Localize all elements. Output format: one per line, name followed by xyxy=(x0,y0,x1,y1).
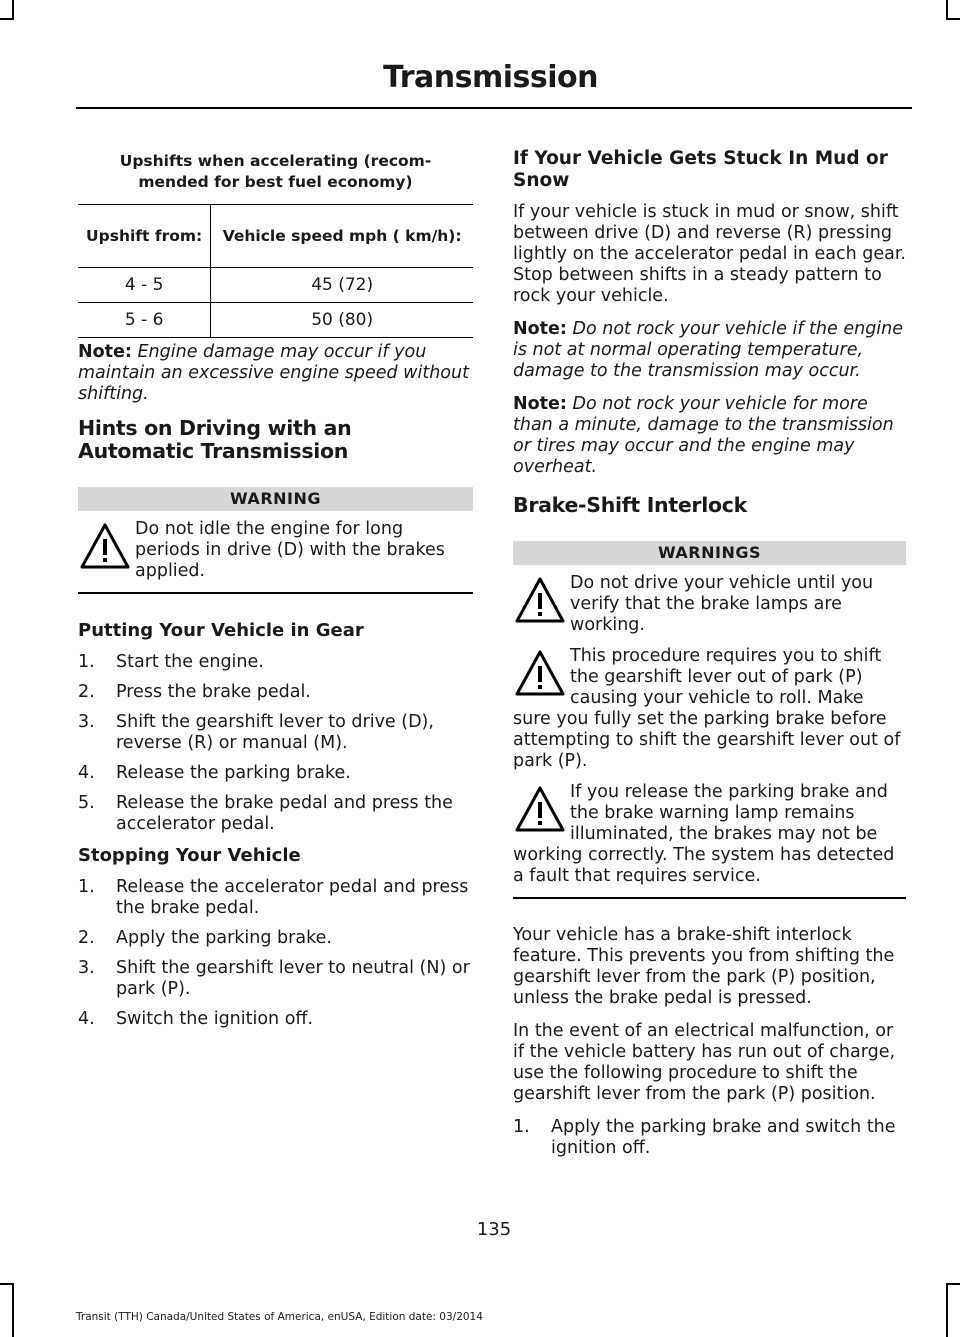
step-number: 3. xyxy=(78,958,95,978)
hints-heading: Hints on Driving with an Automatic Transmission xyxy=(78,416,352,463)
crop-mark xyxy=(946,1283,960,1285)
warning-triangle-icon xyxy=(78,519,132,575)
interlock-steps xyxy=(513,1117,906,1159)
table-cell-from: 5 - 6 xyxy=(78,303,211,338)
upshift-table xyxy=(78,140,473,338)
crop-mark xyxy=(946,1283,948,1337)
step-text: Start the engine. xyxy=(116,652,264,672)
note-rock-temperature xyxy=(513,319,906,382)
list-item xyxy=(78,1009,473,1030)
step-number: 2. xyxy=(78,682,95,702)
warning-item xyxy=(513,573,906,636)
stuck-body: If your vehicle is stuck in mud or snow, shift between drive (D) and reverse (R) pressing lightly on the accelerator pedal in each gear. Stop between shifts in a steady pattern to rock your vehicle. xyxy=(513,202,906,306)
vehicle-speed-header: Vehicle speed mph ( km/h): xyxy=(211,205,473,268)
step-text: Press the brake pedal. xyxy=(116,682,311,702)
warning-text: If you release the parking brake and the brake warning lamp remains illuminated, the brakes may not be working correctly. The system has detected a fault that requires service. xyxy=(513,782,895,886)
note-label: Note: xyxy=(513,319,567,339)
interlock-body-2: In the event of an electrical malfunction, or if the vehicle battery has run out of charge, use the following procedure to shift the gearshift lever from the park (P) position. xyxy=(513,1021,896,1104)
step-number: 3. xyxy=(78,712,95,732)
note-engine-damage xyxy=(78,342,473,405)
crop-mark xyxy=(12,1283,14,1337)
page-number: 135 xyxy=(476,1219,512,1240)
step-text: Release the brake pedal and press the accelerator pedal. xyxy=(116,793,453,834)
warning-title-bar: WARNING xyxy=(78,487,473,511)
crop-mark xyxy=(0,1283,14,1285)
table-cell-speed: 50 (80) xyxy=(211,303,473,338)
stuck-heading: If Your Vehicle Gets Stuck In Mud or Snow xyxy=(513,148,888,191)
step-text: Apply the parking brake and switch the ignition off. xyxy=(551,1117,896,1158)
warning-text: Do not drive your vehicle until you verify that the brake lamps are working. xyxy=(570,573,874,635)
page-title: Transmission xyxy=(383,60,598,95)
upshift-from-header: Upshift from: xyxy=(78,205,211,268)
step-text: Release the parking brake. xyxy=(116,763,351,783)
note-label: Note: xyxy=(513,394,567,414)
list-item xyxy=(78,712,473,754)
step-number: 4. xyxy=(78,763,95,783)
step-number: 4. xyxy=(78,1009,95,1029)
stopping-steps xyxy=(78,877,473,1030)
warning-text: Do not idle the engine for long periods in drive (D) with the brakes applied. xyxy=(135,519,445,581)
step-number: 1. xyxy=(513,1117,530,1137)
crop-mark xyxy=(0,18,14,20)
crop-mark xyxy=(946,18,960,20)
list-item xyxy=(78,958,473,1000)
warning-item xyxy=(513,782,906,887)
edition-footer: Transit (TTH) Canada/United States of America, enUSA, Edition date: 03/2014 xyxy=(76,1311,483,1323)
note-rock-minute xyxy=(513,394,906,478)
title-rule xyxy=(76,107,912,109)
warning-item xyxy=(78,519,473,582)
interlock-heading: Brake-Shift Interlock xyxy=(513,493,747,517)
list-item xyxy=(78,763,473,784)
table-cell-speed: 45 (72) xyxy=(211,268,473,303)
step-number: 1. xyxy=(78,877,95,897)
step-text: Switch the ignition off. xyxy=(116,1009,314,1029)
warning-divider xyxy=(78,592,473,594)
note-label: Note: xyxy=(78,342,132,362)
upshift-table-caption: Upshifts when accelerating (recom-mended for best fuel economy) xyxy=(78,140,473,205)
table-cell-from: 4 - 5 xyxy=(78,268,211,303)
step-text: Shift the gearshift lever to neutral (N) or park (P). xyxy=(116,958,470,999)
list-item xyxy=(78,793,473,835)
list-item xyxy=(78,652,473,673)
note-text: Do not rock your vehicle if the engine is not at normal operating temperature, damage to the transmission may occur. xyxy=(513,319,904,381)
step-number: 2. xyxy=(78,928,95,948)
crop-mark xyxy=(12,0,14,18)
right-column xyxy=(513,148,906,1169)
crop-mark xyxy=(946,0,948,18)
warning-text: This procedure requires you to shift the gearshift lever out of park (P) causing your vehicle to roll. Make sure you fully set the parking brake before attempting to shift the gearshift lever out of park (P). xyxy=(513,646,901,771)
step-number: 1. xyxy=(78,652,95,672)
step-text: Apply the parking brake. xyxy=(116,928,332,948)
list-item xyxy=(513,1117,906,1159)
left-column xyxy=(78,140,473,1040)
gear-steps xyxy=(78,652,473,835)
step-text: Shift the gearshift lever to drive (D), reverse (R) or manual (M). xyxy=(116,712,434,753)
warning-divider xyxy=(513,897,906,899)
list-item xyxy=(78,928,473,949)
warnings-title-bar: WARNINGS xyxy=(513,541,906,565)
warning-triangle-icon xyxy=(513,573,567,629)
list-item xyxy=(78,682,473,703)
table-row xyxy=(78,268,473,303)
step-text: Release the accelerator pedal and press the brake pedal. xyxy=(116,877,469,918)
list-item xyxy=(78,877,473,919)
stopping-heading: Stopping Your Vehicle xyxy=(78,845,301,866)
note-text: Do not rock your vehicle for more than a minute, damage to the transmission or tires may occur and the engine may overheat. xyxy=(513,394,894,477)
warning-item xyxy=(513,646,906,772)
table-row xyxy=(78,303,473,338)
step-number: 5. xyxy=(78,793,95,813)
warning-triangle-icon xyxy=(513,782,567,838)
note-text: Engine damage may occur if you maintain an excessive engine speed without shifting. xyxy=(78,342,469,404)
warning-triangle-icon xyxy=(513,646,567,702)
interlock-body-1: Your vehicle has a brake-shift interlock feature. This prevents you from shifting the gearshift lever from the park (P) position, unless the brake pedal is pressed. xyxy=(513,925,895,1008)
gear-heading: Putting Your Vehicle in Gear xyxy=(78,620,364,641)
